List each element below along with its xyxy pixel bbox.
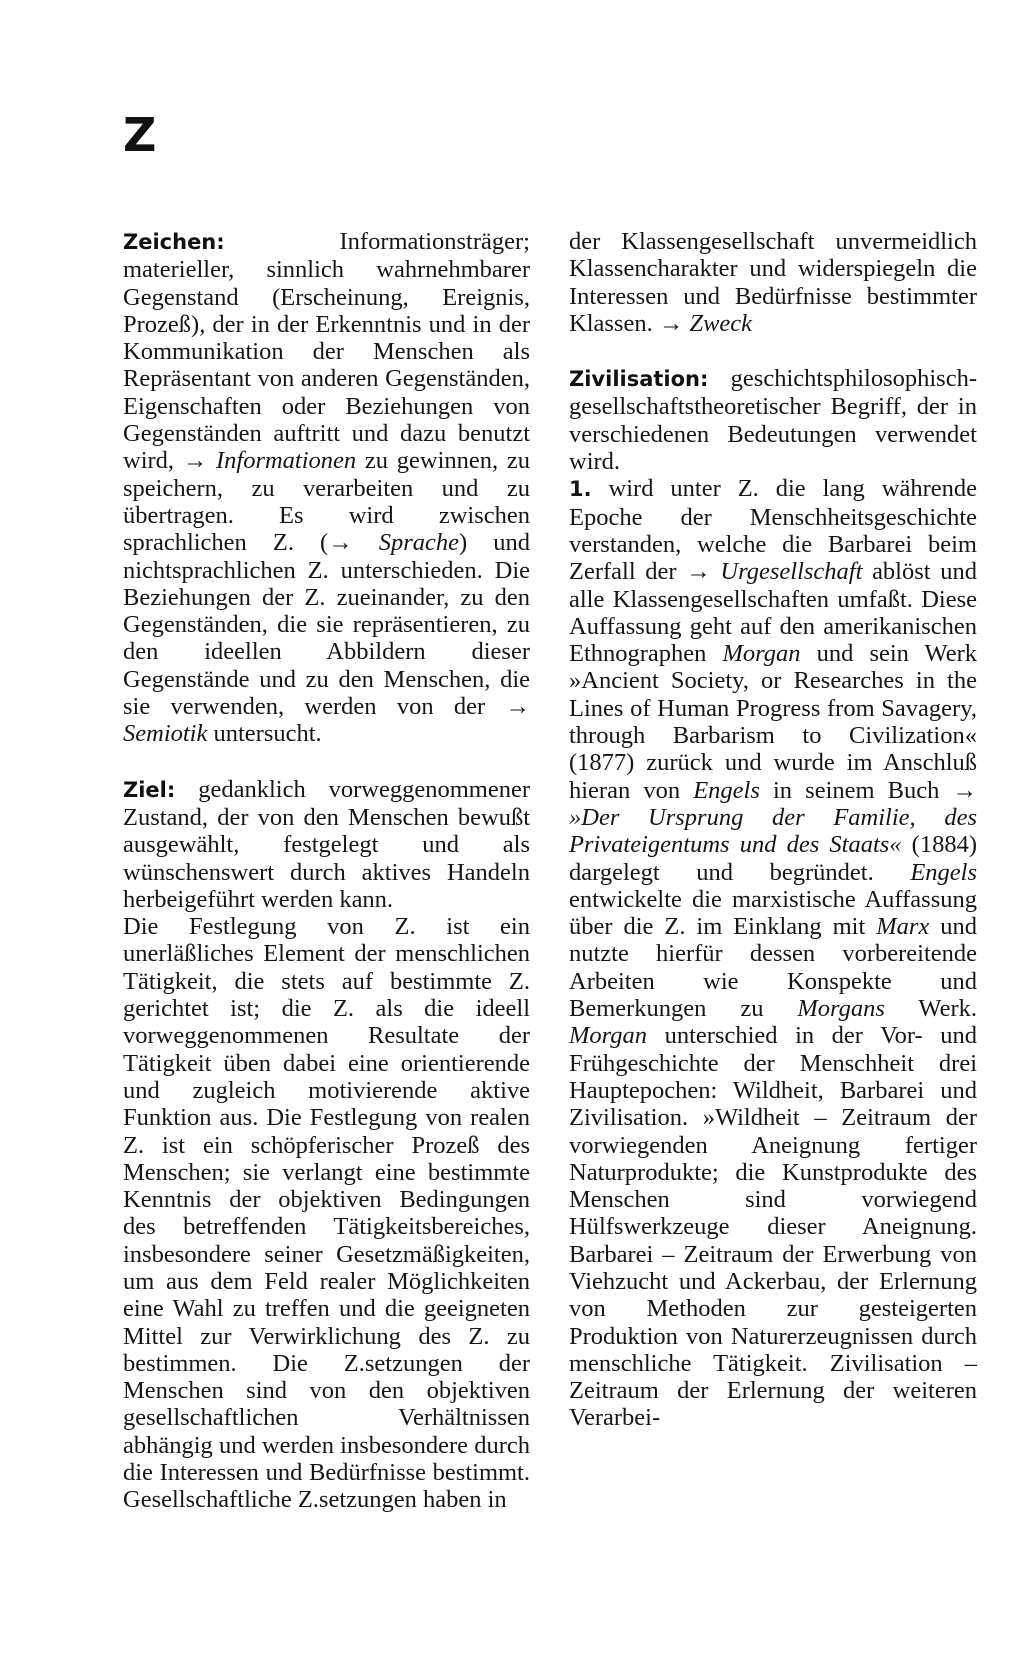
entry-term: Zivilisation:: [569, 367, 709, 392]
entry-zivilisation-body: [569, 475, 977, 1431]
entry-zeichen: [123, 228, 530, 748]
entry-text: (1884) dargelegt und begründet.: [569, 831, 977, 886]
person-name: Engels: [693, 776, 760, 804]
entry-term: Ziel:: [123, 777, 176, 802]
entry-term: Zeichen:: [123, 230, 225, 254]
entry-zivilisation: [569, 365, 977, 1432]
section-letter: Z: [123, 108, 157, 162]
entry-text: zu gewinnen, zu speichern, zu verarbeiten und zu übertragen. Es wird zwischen sprachlichen Z. (: [123, 447, 530, 557]
entry-text: Informationsträger; materieller, sinnlich wahrnehmbarer Gegenstand (Erscheinung, Ereignis, Prozeß), der in der Erkenntnis und in der Kommunikation der Menschen als Repräsentant von anderen Gegenständen, Eigenschaften oder Beziehungen von Gegenständen auftritt und dazu benutzt wird,: [123, 228, 530, 475]
entry-text: unterschied in der Vor- und Frühgeschichte der Menschheit drei Hauptepochen: Wildheit, Barbarei und Zivilisation. »Wildheit – Zeitraum der vorwiegenden Aneignung fertiger Naturprodukte; die Kunstprodukte des Menschen sind vorwiegend Hülfswerkzeuge dieser Aneignung. Barbarei – Zeitraum der Erwerbung von Viehzucht und Ackerbau, der Erlernung von Methoden zur gesteigerten Produktion von Naturerzeugnissen durch menschliche Tätigkeit. Zivilisation – Zeitraum der Erlernung der weiteren Verarbei-: [569, 1022, 977, 1432]
entry-zivilisation-intro: [569, 365, 977, 475]
entry-text: geschichtsphilosophisch-gesellschaftstheoretischer Begriff, der in verschiedenen Bedeutungen verwendet wird.: [569, 365, 977, 476]
entry-text: und nutzte hierfür dessen vorbereitende Arbeiten wie Konspekte und Bemerkungen zu: [569, 913, 978, 1023]
cross-reference-semiotik[interactable]: → Semiotik: [123, 693, 530, 748]
cross-reference-informationen[interactable]: → Informationen: [182, 447, 357, 475]
person-name: Morgans: [797, 995, 885, 1023]
person-name: Marx: [876, 913, 930, 941]
entry-ziel-continuation: [569, 228, 977, 337]
entry-zeichen-body: [123, 228, 530, 748]
entry-ziel-body: [123, 776, 530, 913]
entry-text: entwickelte die marxistische Auffassung über die Z. im Einklang mit: [569, 885, 977, 941]
entry-text: ablöst und alle Klassengesellschaften umfaßt. Diese Auffassung geht auf den amerikanischen Ethnographen: [569, 558, 977, 668]
entry-ziel: [123, 776, 530, 1514]
person-name: Morgan: [722, 640, 801, 668]
cross-reference-ursprung-der-familie[interactable]: → »Der Ursprung der Familie, des Privateigentums und des Staats«: [569, 776, 978, 859]
entry-text: untersucht.: [207, 720, 322, 748]
cross-reference-sprache[interactable]: → Sprache: [328, 529, 460, 557]
person-name: Morgan: [569, 1022, 648, 1050]
entry-text: ) und nichtsprachlichen Z. unterschieden. Die Beziehungen der Z. zueinander, zu den Gegenständen, die sie repräsentieren, zu den ideellen Abbildern dieser Gegenstände und zu den Menschen, die sie verwenden, werden von der: [123, 529, 530, 721]
entry-text: wird unter Z. die lang währende Epoche der Menschheitsgeschichte verstanden, welche die Barbarei beim Zerfall der: [569, 475, 977, 586]
entry-text: der Klassengesellschaft unvermeidlich Klassencharakter und widerspiegeln die Interessen und Bedürfnisse bestimmter Klassen.: [569, 228, 977, 337]
entry-text: und sein Werk »Ancient Society, or Researches in the Lines of Human Progress from Savagery, through Barbarism to Civilization« (1877) zurück und wurde im Anschluß hieran von: [569, 640, 978, 804]
cross-reference-urgesellschaft[interactable]: → Urgesellschaft: [686, 558, 863, 586]
entry-text: Werk.: [884, 995, 977, 1023]
cross-reference-zweck[interactable]: → Zweck: [658, 309, 753, 337]
entry-text: in seinem Buch: [759, 776, 953, 804]
right-column: [569, 228, 977, 1432]
entry-text: gedanklich vorweggenommener Zustand, der von den Menschen bewußt ausgewählt, festgelegt und als wünschenswert durch aktives Handeln herbeigeführt werden kann.: [123, 775, 530, 913]
entry-ziel-paragraph: Die Festlegung von Z. ist ein unerläßliches Element der menschlichen Tätigkeit, die stets auf bestimmte Z. gerichtet ist; die Z. als die ideell vorweggenommenen Resultate der Tätigkeit üben dabei eine orientierende und zugleich motivierende aktive Funktion aus. Die Festlegung von realen Z. ist ein schöpferischer Prozeß des Menschen; sie verlangt eine bestimmte Kenntnis der objektiven Bedingungen des betreffenden Tätigkeitsbereiches, insbesondere seiner Gesetzmäßigkeiten, um aus dem Feld realer Möglichkeiten eine Wahl zu treffen und die geeigneten Mittel zur Verwirklichung des Z. zu bestimmen. Die Z.setzungen der Menschen sind von den objektiven gesellschaftlichen Verhältnissen abhängig und werden insbesondere durch die Interessen und Bedürfnisse bestimmt. Gesellschaftliche Z.setzungen haben in: [123, 913, 530, 1514]
sense-number: 1.: [569, 477, 592, 502]
person-name: Engels: [910, 858, 977, 886]
left-column: [123, 228, 530, 1514]
